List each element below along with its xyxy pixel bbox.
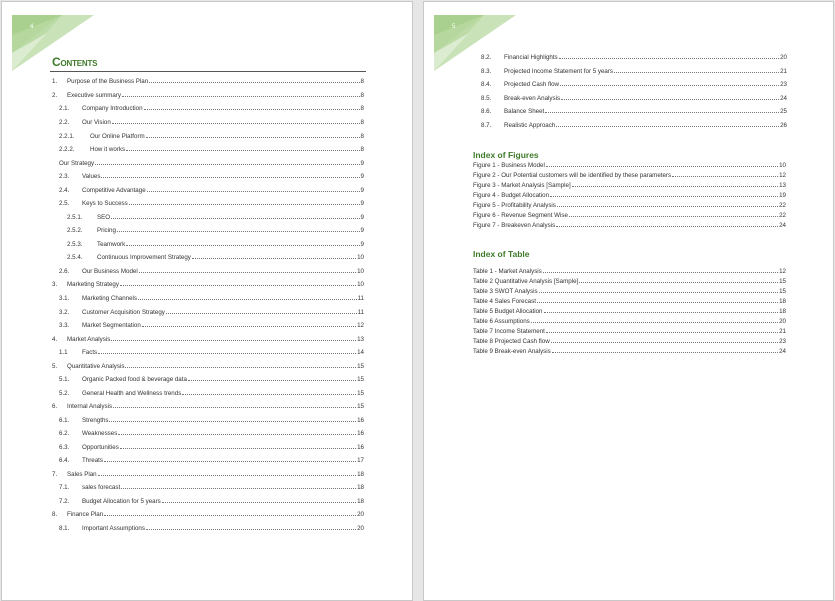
toc-entry-page: 24 — [779, 222, 786, 229]
dot-leader — [544, 307, 779, 313]
contents-heading: Contents — [52, 55, 98, 69]
toc-entry[interactable] — [67, 240, 364, 248]
toc-entry-title: Quantitative Analysis — [67, 363, 125, 370]
toc-entry-page: 12 — [779, 172, 786, 179]
toc-entry-title: Break-even Analysis — [504, 95, 561, 102]
toc-entry-page: 24 — [780, 95, 787, 102]
toc-entry[interactable] — [59, 429, 364, 437]
dot-leader — [112, 118, 360, 124]
dot-leader — [125, 362, 356, 368]
dot-leader — [614, 67, 779, 73]
dot-leader — [146, 524, 356, 530]
toc-entry[interactable] — [59, 456, 364, 464]
dot-leader — [98, 470, 357, 476]
toc-entry-page: 18 — [357, 471, 364, 478]
toc-entry-page: 16 — [357, 430, 364, 437]
toc-entry-number: 3.1. — [59, 295, 70, 302]
dot-leader — [550, 191, 778, 197]
toc-entry[interactable] — [473, 287, 786, 295]
toc-entry[interactable] — [59, 172, 364, 180]
toc-entry-page: 11 — [357, 309, 364, 316]
toc-entry-page: 21 — [779, 328, 786, 335]
toc-entry-title: Projected Cash flow — [504, 81, 560, 88]
toc-entry-number: 3.3. — [59, 322, 70, 329]
dot-leader — [139, 267, 356, 273]
toc-entry-page: 18 — [357, 498, 364, 505]
dot-leader — [556, 221, 778, 227]
toc-entry-number: 2.4. — [59, 187, 70, 194]
document-page-4 — [1, 1, 413, 601]
dot-leader — [572, 181, 778, 187]
toc-entry[interactable] — [52, 335, 364, 343]
toc-entry-title: Our Business Model — [82, 268, 138, 275]
toc-entry-number: 6.1. — [59, 417, 70, 424]
toc-entry[interactable] — [473, 337, 786, 345]
toc-entry[interactable] — [52, 470, 364, 478]
toc-entry[interactable] — [473, 327, 786, 335]
toc-entry-number: 3. — [52, 281, 58, 288]
toc-entry-title: Table 9 Break-even Analysis — [473, 348, 551, 355]
toc-entry[interactable] — [67, 226, 364, 234]
toc-entry-number: 8.7. — [481, 122, 492, 129]
dot-leader — [120, 280, 356, 286]
dot-leader — [117, 226, 360, 232]
dot-leader — [557, 201, 778, 207]
toc-entry[interactable] — [59, 524, 364, 532]
dot-leader — [111, 335, 356, 341]
toc-entry[interactable] — [473, 347, 786, 355]
toc-entry[interactable] — [67, 253, 364, 261]
toc-entry-page: 17 — [357, 457, 364, 464]
toc-entry[interactable] — [52, 77, 364, 85]
toc-entry-title: Sales Plan — [67, 471, 97, 478]
toc-entry-page: 8 — [360, 92, 364, 99]
dot-leader — [122, 91, 360, 97]
toc-entry-number: 2.5.3. — [67, 241, 83, 248]
toc-entry-title: Customer Acquisition Strategy — [82, 309, 165, 316]
toc-entry-number: 1.1 — [59, 349, 68, 356]
toc-entry-title: General Health and Wellness trends — [82, 390, 182, 397]
toc-entry-page: 12 — [779, 268, 786, 275]
dot-leader — [144, 104, 360, 110]
toc-entry-title: Table 4 Sales Forecast — [473, 298, 536, 305]
toc-entry-number: 6.4. — [59, 457, 70, 464]
toc-entry-page: 24 — [779, 348, 786, 355]
dot-leader — [166, 308, 357, 314]
toc-entry-title: Competitive Advantage — [82, 187, 146, 194]
toc-entry-page: 20 — [357, 511, 364, 518]
dot-leader — [104, 510, 356, 516]
toc-entry[interactable] — [59, 294, 364, 302]
toc-entry-page: 9 — [360, 214, 364, 221]
toc-entry-number: 8.4. — [481, 81, 492, 88]
toc-entry-page: 8 — [360, 133, 364, 140]
toc-entry-page: 10 — [779, 162, 786, 169]
toc-entry[interactable] — [52, 402, 364, 410]
toc-entry-number: 8.2. — [481, 54, 492, 61]
toc-entry-page: 15 — [779, 278, 786, 285]
toc-entry-title: Internal Analysis — [67, 403, 113, 410]
dot-leader — [126, 240, 359, 246]
toc-entry-number: 5.2. — [59, 390, 70, 397]
dot-leader — [109, 416, 356, 422]
toc-entry-title: Executive summary — [67, 92, 121, 99]
page-number: 4 — [30, 24, 34, 30]
dot-leader — [113, 402, 356, 408]
dot-leader — [98, 348, 356, 354]
dot-leader — [551, 337, 778, 343]
toc-entry-title: Marketing Strategy — [67, 281, 119, 288]
toc-entry[interactable] — [59, 199, 364, 207]
toc-entry-number: 3.2. — [59, 309, 70, 316]
toc-entry-page: 8 — [360, 78, 364, 85]
toc-entry-page: 18 — [779, 298, 786, 305]
toc-entry-number: 7.1. — [59, 484, 70, 491]
dot-leader — [569, 211, 778, 217]
toc-entry[interactable] — [59, 348, 364, 356]
toc-entry-number: 2.5. — [59, 200, 70, 207]
toc-entry-number: 2.2. — [59, 119, 70, 126]
toc-entry-title: Budget Allocation for 5 years — [82, 498, 161, 505]
toc-entry-title: Marketing Channels — [82, 295, 138, 302]
toc-entry-title: Figure 4 - Budget Allocation — [473, 192, 550, 199]
toc-entry[interactable] — [59, 145, 364, 153]
toc-entry-page: 8 — [360, 146, 364, 153]
toc-entry-page: 15 — [357, 403, 364, 410]
toc-entry-page: 20 — [779, 318, 786, 325]
toc-entry[interactable] — [481, 67, 787, 75]
toc-entry-page: 14 — [357, 349, 364, 356]
toc-entry-title: Table 1 - Market Analysis — [473, 268, 542, 275]
toc-entry-title: Threats — [82, 457, 103, 464]
toc-entry-title: Figure 2 - Our Potential customers will be identified by these parameters — [473, 172, 672, 179]
toc-entry-page: 13 — [357, 336, 364, 343]
toc-entry-page: 16 — [357, 417, 364, 424]
toc-entry[interactable] — [473, 297, 786, 305]
toc-entry[interactable] — [67, 213, 364, 221]
toc-entry-number: 8.1. — [59, 525, 70, 532]
dot-leader — [546, 327, 778, 333]
toc-entry[interactable] — [473, 201, 786, 209]
dot-leader — [559, 53, 779, 59]
toc-entry-page: 8 — [360, 119, 364, 126]
dot-leader — [149, 77, 359, 83]
toc-entry-title: Company Introduction — [82, 105, 143, 112]
toc-entry[interactable] — [481, 94, 787, 102]
toc-entry-page: 9 — [360, 227, 364, 234]
dot-leader — [126, 145, 359, 151]
document-page-5 — [423, 1, 834, 601]
toc-entry-title: Facts — [82, 349, 98, 356]
toc-entry-number: 6. — [52, 403, 58, 410]
dot-leader — [560, 80, 779, 86]
toc-entry-title: Table 2 Quantitative Analysis [Sample] — [473, 278, 579, 285]
toc-entry-title: Teamwork — [97, 241, 126, 248]
toc-entry-page: 16 — [357, 444, 364, 451]
page-corner-decoration — [434, 15, 519, 72]
toc-entry-number: 7.2. — [59, 498, 70, 505]
dot-leader — [101, 172, 359, 178]
dot-leader — [192, 253, 356, 259]
dot-leader — [182, 389, 356, 395]
toc-entry-title: SEO — [97, 214, 111, 221]
toc-entry-title: Pricing — [97, 227, 116, 234]
dot-leader — [537, 297, 778, 303]
toc-entry-title: Table 5 Budget Allocation — [473, 308, 543, 315]
toc-entry-title: Figure 5 - Profitability Analysis — [473, 202, 556, 209]
toc-entry-title: Table 8 Projected Cash flow — [473, 338, 550, 345]
heading-rule — [50, 71, 366, 72]
toc-entry-title: Table 6 Assumptions — [473, 318, 530, 325]
toc-entry-title: Market Segmentation — [82, 322, 141, 329]
toc-entry-title: Organic Packed food & beverage data — [82, 376, 187, 383]
toc-entry[interactable] — [59, 159, 364, 167]
toc-entry-number: 2.1. — [59, 105, 70, 112]
toc-entry-title: Purpose of the Business Plan — [67, 78, 149, 85]
toc-entry-page: 22 — [779, 202, 786, 209]
toc-entry-number: 2.6. — [59, 268, 70, 275]
dot-leader — [147, 186, 360, 192]
toc-entry-page: 18 — [357, 484, 364, 491]
toc-entry[interactable] — [481, 80, 787, 88]
dot-leader — [121, 483, 356, 489]
toc-entry[interactable] — [52, 510, 364, 518]
dot-leader — [543, 267, 778, 273]
dot-leader — [552, 347, 778, 353]
toc-entry-number: 2.2.1. — [59, 133, 75, 140]
dot-leader — [556, 121, 779, 127]
toc-entry-title: Table 7 Income Statement — [473, 328, 545, 335]
toc-entry[interactable] — [473, 267, 786, 275]
toc-entry-title: Realistic Approach — [504, 122, 556, 129]
toc-entry-title: Market Analysis — [67, 336, 111, 343]
dot-leader — [129, 199, 360, 205]
toc-entry-page: 10 — [357, 254, 364, 261]
toc-entry[interactable] — [52, 362, 364, 370]
toc-entry-page: 13 — [779, 182, 786, 189]
toc-entry[interactable] — [52, 280, 364, 288]
dot-leader — [531, 317, 778, 323]
index-of-figures-heading: Index of Figures — [473, 150, 539, 160]
toc-entry-page: 15 — [779, 288, 786, 295]
toc-entry-title: Figure 7 - Breakeven Analysis — [473, 222, 556, 229]
toc-entry-title: Values — [82, 173, 101, 180]
toc-entry[interactable] — [481, 121, 787, 129]
toc-entry-page: 12 — [357, 322, 364, 329]
toc-entry[interactable] — [473, 191, 786, 199]
toc-entry[interactable] — [59, 375, 364, 383]
dot-leader — [138, 294, 357, 300]
dot-leader — [539, 287, 779, 293]
toc-entry[interactable] — [473, 277, 786, 285]
toc-entry-page: 9 — [360, 160, 364, 167]
toc-entry-number: 7. — [52, 471, 58, 478]
toc-entry-title: Our Online Platform — [90, 133, 145, 140]
toc-entry-number: 2.5.1. — [67, 214, 83, 221]
toc-entry-title: Our Strategy — [59, 160, 95, 167]
toc-entry-page: 8 — [360, 105, 364, 112]
toc-entry-title: Strengths — [82, 417, 109, 424]
toc-entry[interactable] — [473, 307, 786, 315]
toc-entry[interactable] — [473, 171, 786, 179]
toc-entry-title: Figure 3 - Market Analysis [Sample] — [473, 182, 571, 189]
toc-entry-number: 4. — [52, 336, 58, 343]
toc-entry-title: Opportunities — [82, 444, 119, 451]
toc-entry-number: 6.2. — [59, 430, 70, 437]
toc-entry[interactable] — [59, 443, 364, 451]
toc-entry-page: 23 — [779, 338, 786, 345]
toc-entry-number: 2.5.2. — [67, 227, 83, 234]
dot-leader — [120, 443, 356, 449]
toc-entry[interactable] — [59, 118, 364, 126]
toc-entry-page: 15 — [357, 376, 364, 383]
toc-entry-number: 8.6. — [481, 108, 492, 115]
toc-entry-title: sales forecast — [82, 484, 121, 491]
toc-entry-page: 20 — [780, 54, 787, 61]
toc-entry-number: 8. — [52, 511, 58, 518]
toc-entry-title: Important Assumptions — [82, 525, 145, 532]
dot-leader — [561, 94, 779, 100]
toc-entry[interactable] — [59, 308, 364, 316]
toc-entry-page: 11 — [357, 295, 364, 302]
toc-entry-number: 2.5.4. — [67, 254, 83, 261]
dot-leader — [95, 159, 359, 165]
index-of-tables-heading: Index of Table — [473, 249, 530, 259]
toc-entry-page: 19 — [779, 192, 786, 199]
toc-entry-title: Keys to Success — [82, 200, 128, 207]
toc-entry-page: 15 — [357, 363, 364, 370]
toc-entry[interactable] — [59, 483, 364, 491]
toc-entry[interactable] — [473, 221, 786, 229]
toc-entry[interactable] — [52, 91, 364, 99]
toc-entry-page: 9 — [360, 187, 364, 194]
toc-entry[interactable] — [59, 132, 364, 140]
toc-entry-number: 8.3. — [481, 68, 492, 75]
toc-entry[interactable] — [59, 104, 364, 112]
page-number: 5 — [452, 24, 456, 30]
toc-entry[interactable] — [473, 181, 786, 189]
toc-entry-title: Balance Sheet — [504, 108, 545, 115]
toc-entry-number: 6.3. — [59, 444, 70, 451]
toc-entry[interactable] — [59, 389, 364, 397]
dot-leader — [545, 107, 779, 113]
toc-entry[interactable] — [473, 317, 786, 325]
dot-leader — [104, 456, 356, 462]
toc-entry[interactable] — [59, 321, 364, 329]
dot-leader — [142, 321, 356, 327]
toc-entry-title: Continuous Improvement Strategy — [97, 254, 191, 261]
dot-leader — [162, 497, 356, 503]
toc-entry-page: 22 — [779, 212, 786, 219]
dot-leader — [188, 375, 356, 381]
toc-entry-number: 2.2.2. — [59, 146, 75, 153]
toc-entry-title: Figure 1 - Business Model — [473, 162, 545, 169]
toc-entry-page: 26 — [780, 122, 787, 129]
dot-leader — [546, 161, 778, 167]
toc-entry-title: Our Vision — [82, 119, 111, 126]
toc-entry[interactable] — [59, 186, 364, 194]
toc-entry-title: How it works — [90, 146, 126, 153]
dot-leader — [111, 213, 359, 219]
dot-leader — [672, 171, 778, 177]
toc-entry-number: 5. — [52, 363, 58, 370]
toc-entry-page: 20 — [357, 525, 364, 532]
toc-entry-page: 10 — [357, 268, 364, 275]
toc-entry-number: 8.5. — [481, 95, 492, 102]
toc-entry-title: Financial Highlights — [504, 54, 558, 61]
toc-entry[interactable] — [59, 497, 364, 505]
toc-entry[interactable] — [473, 211, 786, 219]
toc-entry-number: 1. — [52, 78, 58, 85]
toc-entry-page: 9 — [360, 200, 364, 207]
dot-leader — [118, 429, 356, 435]
toc-entry-title: Table 3 SWOT Analysis — [473, 288, 538, 295]
toc-entry-number: 2.3. — [59, 173, 70, 180]
toc-entry[interactable] — [59, 416, 364, 424]
toc-entry-page: 10 — [357, 281, 364, 288]
dot-leader — [579, 277, 778, 283]
dot-leader — [146, 132, 360, 138]
toc-entry-number: 2. — [52, 92, 58, 99]
toc-entry-page: 23 — [780, 81, 787, 88]
toc-entry-number: 5.1. — [59, 376, 70, 383]
toc-entry-page: 18 — [779, 308, 786, 315]
toc-entry-title: Finance Plan — [67, 511, 104, 518]
toc-entry-title: Weaknesses — [82, 430, 118, 437]
toc-entry-title: Projected Income Statement for 5 years — [504, 68, 614, 75]
toc-entry-title: Figure 6 - Revenue Segment Wise — [473, 212, 568, 219]
toc-entry-page: 21 — [780, 68, 787, 75]
toc-entry-page: 25 — [780, 108, 787, 115]
toc-entry-page: 9 — [360, 241, 364, 248]
toc-entry[interactable] — [59, 267, 364, 275]
toc-entry[interactable] — [481, 107, 787, 115]
toc-entry-page: 15 — [357, 390, 364, 397]
toc-entry[interactable] — [481, 53, 787, 61]
toc-entry[interactable] — [473, 161, 786, 169]
toc-entry-page: 9 — [360, 173, 364, 180]
